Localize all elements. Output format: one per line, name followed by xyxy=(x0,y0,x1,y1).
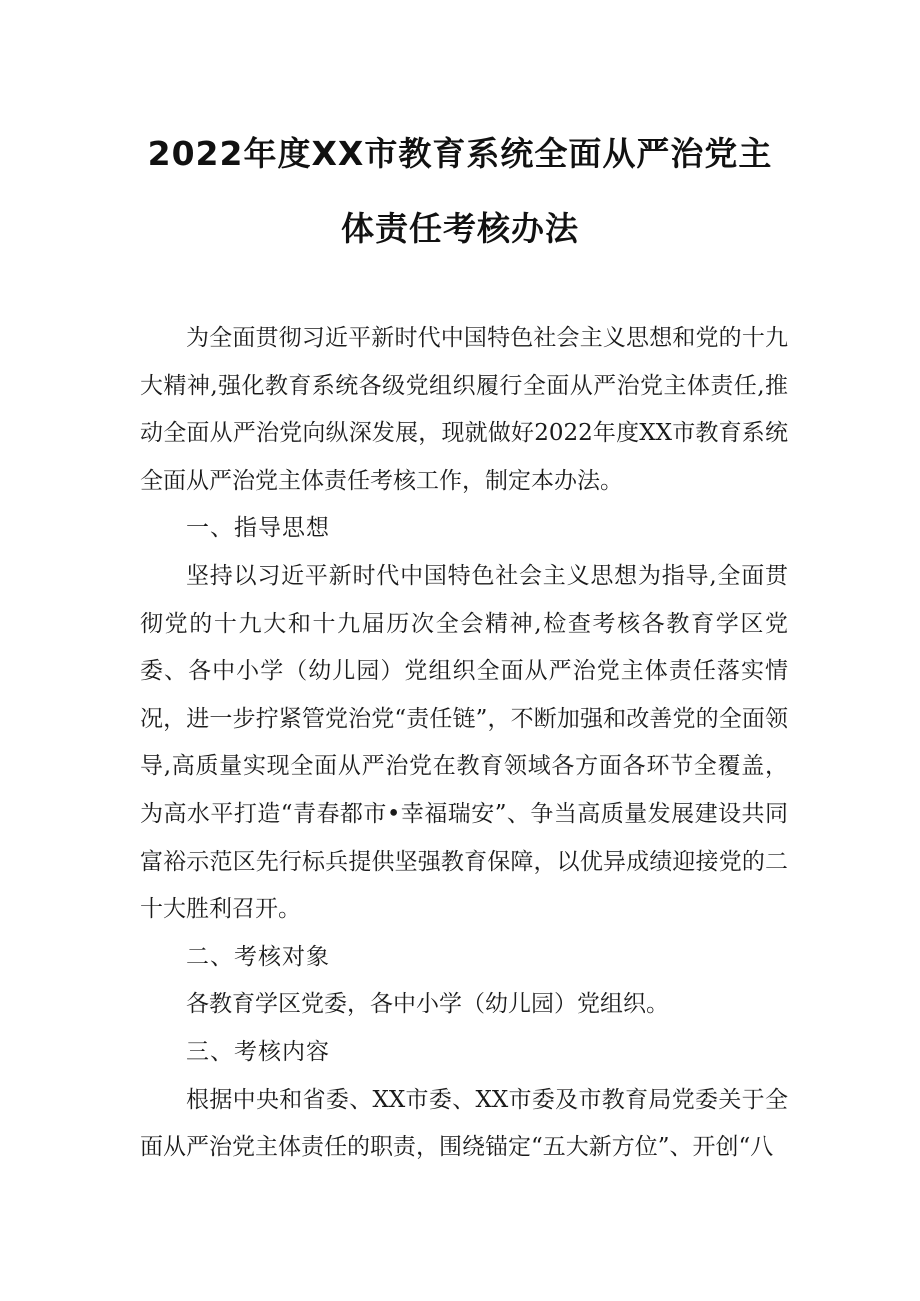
document-title-line-2: 体责任考核办法 xyxy=(341,209,579,248)
assessment-targets-paragraph: 各教育学区党委，各中小学（幼儿园）党组织。 xyxy=(186,991,669,1018)
intro-paragraph: 为全面贯彻习近平新时代中国特色社会主义思想和党的十九大精神,强化教育系统各级党组织履行全面从严治党主体责任,推动全面从严治党向纵深发展，现就做好2022年度XX市教育系统全面从严治党主体责任考核工作，制定本办法。 xyxy=(140,325,788,494)
document-title-line-1: 2022年度XX市教育系统全面从严治党主 xyxy=(147,134,773,173)
guiding-ideology-paragraph: 坚持以习近平新时代中国特色社会主义思想为指导,全面贯彻党的十九大和十九届历次全会精神,检查考核各教育学区党委、各中小学（幼儿园）党组织全面从严治党主体责任落实情况，进一步拧紧管党治党“责任链”，不断加强和改善党的全面领导,高质量实现全面从严治党在教育领域各方面各环节全覆盖，为高水平打造“青春都市•幸福瑞安”、争当高质量发展建设共同富裕示范区先行标兵提供坚强教育保障，以优异成绩迎接党的二十大胜利召开。 xyxy=(140,562,788,923)
section-heading-assessment-content: 三、考核内容 xyxy=(186,1038,330,1065)
section-heading-guiding-ideology: 一、指导思想 xyxy=(186,515,330,542)
document-body xyxy=(140,315,788,1172)
assessment-content-paragraph: 根据中央和省委、XX市委、XX市委及市教育局党委关于全面从严治党主体责任的职责，围绕锚定“五大新方位”、开创“八 xyxy=(140,1086,788,1161)
section-heading-assessment-targets: 二、考核对象 xyxy=(186,943,330,970)
